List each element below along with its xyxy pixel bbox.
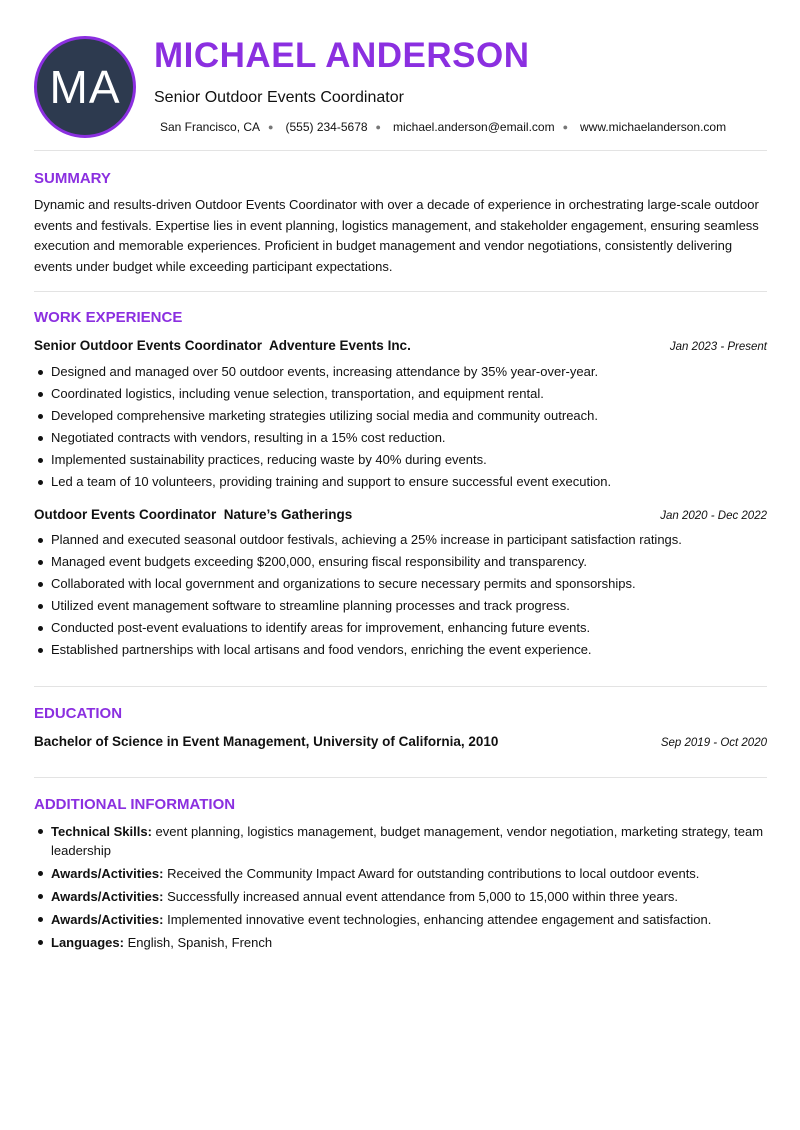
separator-dot-icon: ● [375,122,381,132]
item-label: Awards/Activities: [51,889,164,904]
list-item: Collaborated with local government and organizations to secure necessary permits and sponsorships. [34,576,767,598]
list-item: Led a team of 10 volunteers, providing training and support to ensure successful event execution. [34,474,767,496]
item-text: Implemented innovative event technologies, enhancing attendee engagement and satisfaction. [167,912,712,927]
additional-list [34,822,767,956]
divider [34,686,767,687]
job-company: Nature’s Gatherings [223,507,353,522]
job-bullet-list [34,532,767,664]
education-heading: EDUCATION [34,705,123,722]
job-dates: Jan 2020 - Dec 2022 [660,510,767,522]
job-company: Adventure Events Inc. [269,338,411,353]
divider [34,150,767,151]
item-label: Awards/Activities: [51,912,164,927]
item-label: Languages: [51,935,124,950]
additional-heading: ADDITIONAL INFORMATION [34,796,236,813]
education-degree: Bachelor of Science in Event Management, University of California, 2010 [34,734,499,749]
list-item: Implemented sustainability practices, reducing waste by 40% during events. [34,452,767,474]
job-header [34,507,767,522]
item-text: English, Spanish, French [127,935,273,950]
candidate-name: MICHAEL ANDERSON [154,36,530,75]
list-item [34,887,767,906]
job-role: Senior Outdoor Events Coordinator [34,338,263,353]
contact-bar [160,120,726,134]
item-label: Technical Skills: [51,824,152,839]
list-item: Coordinated logistics, including venue selection, transportation, and equipment rental. [34,386,767,408]
list-item: Designed and managed over 50 outdoor events, increasing attendance by 35% year-over-year. [34,364,767,386]
contact-location: San Francisco, CA [160,120,261,134]
job-role-line [34,507,352,522]
job-role: Outdoor Events Coordinator [34,507,217,522]
list-item [34,910,767,929]
list-item [34,933,767,952]
list-item: Utilized event management software to streamline planning processes and track progress. [34,598,767,620]
list-item: Managed event budgets exceeding $200,000, ensuring fiscal responsibility and transparency. [34,554,767,576]
candidate-title: Senior Outdoor Events Coordinator [154,89,404,106]
contact-phone: (555) 234-5678 [285,120,368,134]
divider [34,291,767,292]
list-item [34,822,767,860]
contact-website[interactable]: www.michaelanderson.com [580,120,727,134]
summary-text: Dynamic and results-driven Outdoor Events Coordinator with over a decade of experience in orchestrating large-scale outdoor events and festivals. Expertise lies in event planning, logistics management, and stakeholder engagement, ensuring seamless execution and memorable experiences. Proficient in budget management and vendor negotiations, consistently delivering events under budget while exceeding participant expectations. [34,197,759,274]
item-text: Received the Community Impact Award for outstanding contributions to local outdoor events. [167,866,700,881]
contact-email[interactable]: michael.anderson@email.com [392,120,555,134]
separator-dot-icon: ● [268,122,274,132]
education-entry [34,734,767,749]
list-item [34,864,767,883]
item-label: Awards/Activities: [51,866,164,881]
experience-heading: WORK EXPERIENCE [34,309,183,326]
avatar: MA [34,36,136,138]
list-item: Established partnerships with local artisans and food vendors, enriching the event experience. [34,642,767,664]
job-dates: Jan 2023 - Present [669,341,767,353]
separator-dot-icon: ● [562,122,569,132]
job-header [34,338,767,353]
job-role-line [34,338,411,353]
list-item: Negotiated contracts with vendors, resulting in a 15% cost reduction. [34,430,767,452]
item-text: event planning, logistics management, budget management, vendor negotiation, marketing strategy, team leadership [51,824,764,858]
item-text: Successfully increased annual event attendance from 5,000 to 15,000 within three years. [167,889,679,904]
list-item: Planned and executed seasonal outdoor festivals, achieving a 25% increase in participant satisfaction ratings. [34,532,767,554]
divider [34,777,767,778]
list-item: Conducted post-event evaluations to identify areas for improvement, enhancing future events. [34,620,767,642]
job-bullet-list [34,364,767,496]
education-dates: Sep 2019 - Oct 2020 [660,737,767,749]
list-item: Developed comprehensive marketing strategies utilizing social media and community outreach. [34,408,767,430]
summary-heading: SUMMARY [34,170,111,187]
